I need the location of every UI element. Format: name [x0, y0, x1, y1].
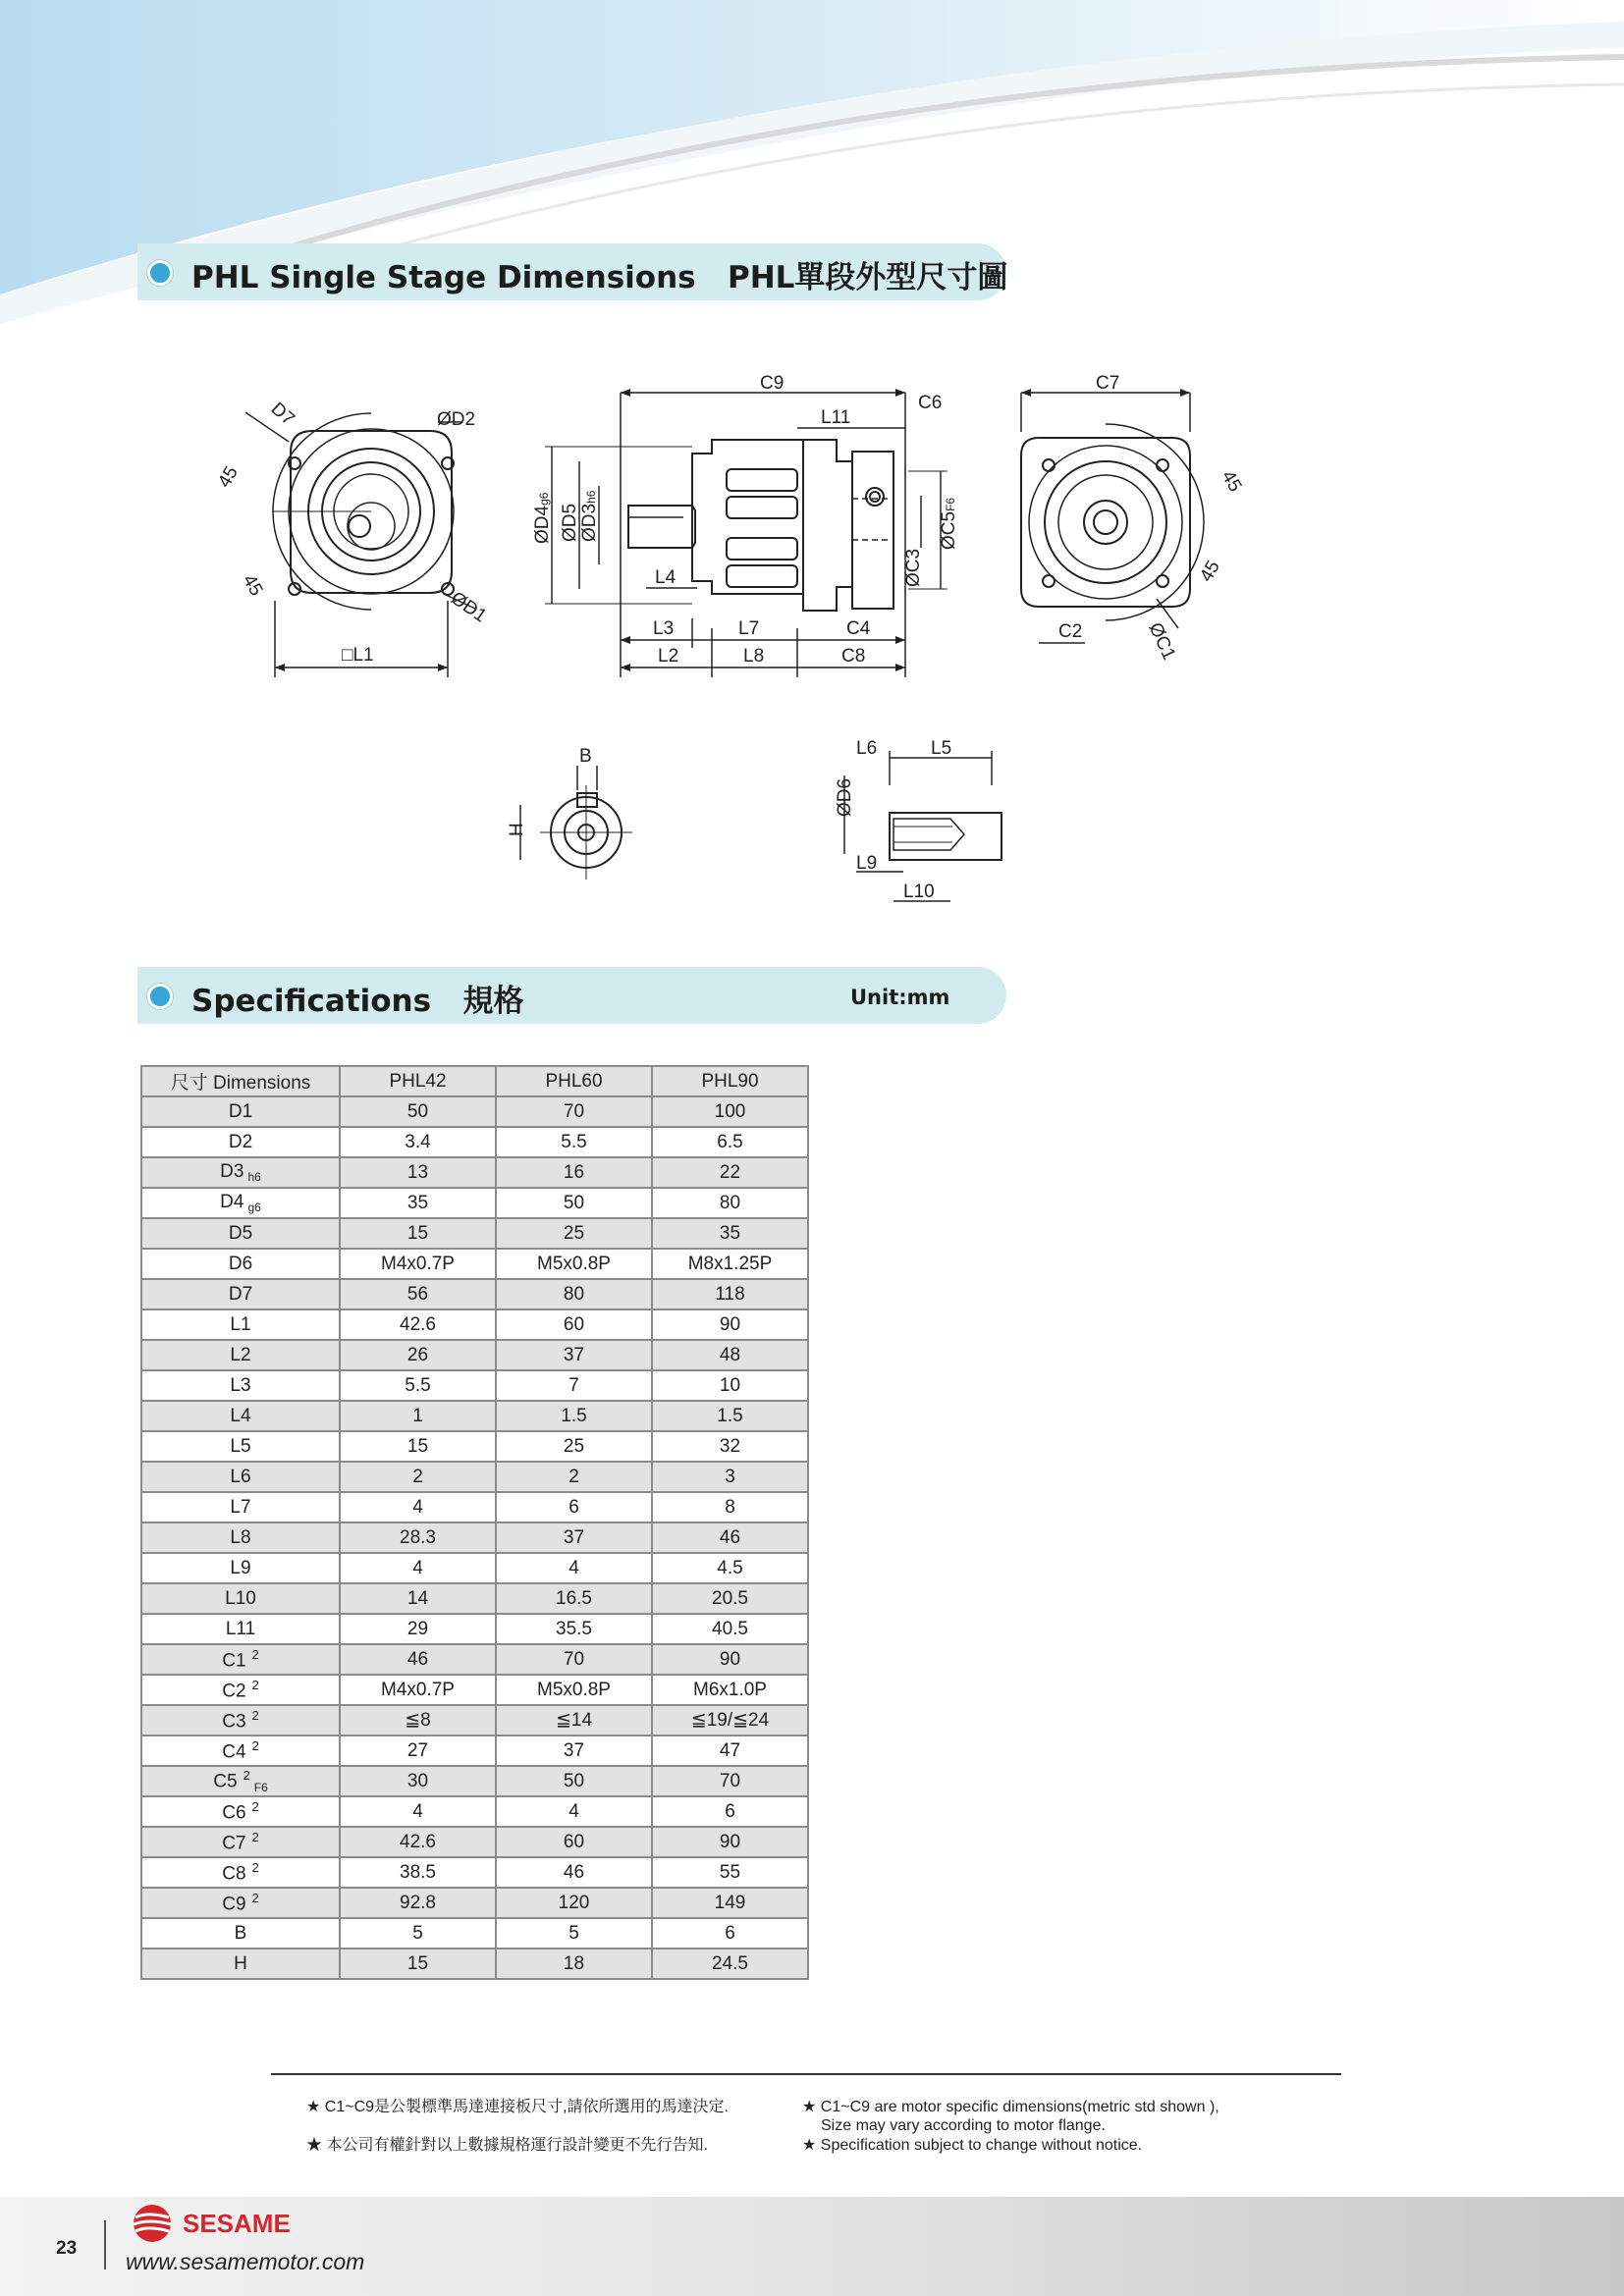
- value-cell: 35.5: [496, 1614, 652, 1644]
- table-row: [141, 1279, 808, 1309]
- value-cell: 14: [340, 1583, 496, 1614]
- label-45-d: 45: [1196, 557, 1224, 586]
- label-45-c: 45: [1217, 467, 1246, 496]
- bullet-icon: [147, 260, 173, 286]
- value-cell: 5: [340, 1918, 496, 1949]
- section-title-specifications: Specifications 規格: [191, 984, 524, 1019]
- value-cell: M4x0.7P: [340, 1675, 496, 1705]
- dimension-label: L1: [141, 1309, 340, 1340]
- table-row: [141, 1462, 808, 1492]
- value-cell: 37: [496, 1340, 652, 1370]
- value-cell: 80: [496, 1279, 652, 1309]
- value-cell: 16.5: [496, 1583, 652, 1614]
- value-cell: 24.5: [652, 1949, 808, 1979]
- label-d7: D7: [266, 399, 298, 430]
- table-row: [141, 1157, 808, 1188]
- table-row: [141, 1127, 808, 1157]
- dimension-label: L5: [141, 1431, 340, 1462]
- value-cell: 48: [652, 1340, 808, 1370]
- label-c1: ØC1: [1144, 619, 1180, 664]
- value-cell: 60: [496, 1827, 652, 1857]
- value-cell: 13: [340, 1157, 496, 1188]
- value-cell: 6: [496, 1492, 652, 1522]
- label-l8: L8: [743, 646, 765, 667]
- label-l6: L6: [856, 738, 878, 759]
- value-cell: 50: [496, 1188, 652, 1218]
- dimension-label: D2: [141, 1127, 340, 1157]
- value-cell: 92.8: [340, 1888, 496, 1918]
- table-row: [141, 1431, 808, 1462]
- table-row: [141, 1249, 808, 1279]
- value-cell: 3: [652, 1462, 808, 1492]
- value-cell: 37: [496, 1522, 652, 1553]
- value-cell: 4: [340, 1492, 496, 1522]
- value-cell: 4: [496, 1553, 652, 1583]
- table-row: [141, 1675, 808, 1705]
- table-row: [141, 1705, 808, 1735]
- label-l1: □L1: [342, 645, 374, 666]
- table-row: [141, 1949, 808, 1979]
- value-cell: 25: [496, 1431, 652, 1462]
- value-cell: 4: [496, 1796, 652, 1827]
- value-cell: 47: [652, 1735, 808, 1766]
- dimension-label: L6: [141, 1462, 340, 1492]
- label-d6: ØD6: [835, 777, 855, 817]
- label-c8: C8: [841, 646, 866, 667]
- table-row: [141, 1188, 808, 1218]
- footer-divider: [104, 2220, 106, 2269]
- label-d3: ØD3h6: [579, 490, 600, 542]
- table-row: [141, 1401, 808, 1431]
- label-45-a: 45: [214, 462, 243, 492]
- table-row: [141, 1918, 808, 1949]
- drawing-labels: [0, 353, 1624, 942]
- table-row: [141, 1644, 808, 1675]
- value-cell: 22: [652, 1157, 808, 1188]
- value-cell: 38.5: [340, 1857, 496, 1888]
- value-cell: 20.5: [652, 1583, 808, 1614]
- dimension-label: C3 $^2$: [141, 1705, 340, 1735]
- value-cell: 120: [496, 1888, 652, 1918]
- dimension-label: C7 $^2$: [141, 1827, 340, 1857]
- dimension-label: C5 $^2_{F6}$: [141, 1766, 340, 1796]
- value-cell: 46: [340, 1644, 496, 1675]
- dimension-label: D5: [141, 1218, 340, 1249]
- value-cell: 3.4: [340, 1127, 496, 1157]
- value-cell: 28.3: [340, 1522, 496, 1553]
- notes-divider: [271, 2073, 1341, 2075]
- value-cell: 26: [340, 1340, 496, 1370]
- label-l10: L10: [903, 881, 935, 902]
- value-cell: 10: [652, 1370, 808, 1401]
- value-cell: ≦8: [340, 1705, 496, 1735]
- dimension-label: L9: [141, 1553, 340, 1583]
- label-l9: L9: [856, 853, 878, 874]
- dimension-label: L11: [141, 1614, 340, 1644]
- label-c6: C6: [918, 393, 943, 413]
- value-cell: 40.5: [652, 1614, 808, 1644]
- value-cell: 42.6: [340, 1309, 496, 1340]
- table-row: [141, 1583, 808, 1614]
- value-cell: 50: [496, 1766, 652, 1796]
- website-link[interactable]: www.sesamemotor.com: [126, 2249, 365, 2274]
- header-phl42: PHL42: [340, 1066, 496, 1096]
- label-c5: ØC5F6: [939, 497, 959, 550]
- value-cell: 46: [496, 1857, 652, 1888]
- table-row: [141, 1827, 808, 1857]
- value-cell: 29: [340, 1614, 496, 1644]
- value-cell: 55: [652, 1857, 808, 1888]
- dimension-label: B: [141, 1918, 340, 1949]
- value-cell: 60: [496, 1309, 652, 1340]
- value-cell: M8x1.25P: [652, 1249, 808, 1279]
- label-d2: ØD2: [437, 409, 476, 430]
- note-en-1: ★ C1~C9 are motor specific dimensions(metric std shown ),: [802, 2099, 1219, 2115]
- label-c9: C9: [760, 373, 785, 394]
- table-row: [141, 1766, 808, 1796]
- value-cell: 46: [652, 1522, 808, 1553]
- value-cell: ≦19/≦24: [652, 1705, 808, 1735]
- label-h: H: [507, 823, 527, 836]
- value-cell: 27: [340, 1735, 496, 1766]
- value-cell: 100: [652, 1096, 808, 1127]
- label-c7: C7: [1096, 373, 1120, 394]
- value-cell: 6.5: [652, 1127, 808, 1157]
- value-cell: 90: [652, 1309, 808, 1340]
- table-row: [141, 1888, 808, 1918]
- value-cell: 70: [496, 1096, 652, 1127]
- value-cell: 15: [340, 1218, 496, 1249]
- table-row: [141, 1522, 808, 1553]
- dimension-label: D4 $_{g6}$: [141, 1188, 340, 1218]
- value-cell: 37: [496, 1735, 652, 1766]
- header-phl90: PHL90: [652, 1066, 808, 1096]
- section-banner-dimensions: [137, 243, 1006, 300]
- table-row: [141, 1553, 808, 1583]
- table-row: [141, 1309, 808, 1340]
- label-d4: ØD4g6: [532, 492, 553, 544]
- label-c4: C4: [846, 618, 871, 639]
- label-l7: L7: [738, 618, 760, 639]
- value-cell: 15: [340, 1949, 496, 1979]
- bullet-icon: [147, 984, 173, 1009]
- dimension-label: C6 $^2$: [141, 1796, 340, 1827]
- value-cell: 6: [652, 1796, 808, 1827]
- label-d1: ØD1: [447, 587, 491, 627]
- dimension-label: H: [141, 1949, 340, 1979]
- table-row: [141, 1340, 808, 1370]
- dimension-label: L10: [141, 1583, 340, 1614]
- label-45-b: 45: [238, 571, 267, 600]
- value-cell: M4x0.7P: [340, 1249, 496, 1279]
- value-cell: 16: [496, 1157, 652, 1188]
- label-c3: ØC3: [903, 548, 924, 587]
- note-en-2: ★ Specification subject to change without notice.: [802, 2137, 1143, 2154]
- dimension-label: L8: [141, 1522, 340, 1553]
- value-cell: 4.5: [652, 1553, 808, 1583]
- table-row: [141, 1096, 808, 1127]
- value-cell: 4: [340, 1796, 496, 1827]
- value-cell: 4: [340, 1553, 496, 1583]
- table-row: [141, 1857, 808, 1888]
- value-cell: 2: [496, 1462, 652, 1492]
- note-en-1-cont: Size may vary according to motor flange.: [821, 2117, 1106, 2134]
- label-c2: C2: [1058, 621, 1083, 642]
- value-cell: 118: [652, 1279, 808, 1309]
- dimension-label: L2: [141, 1340, 340, 1370]
- label-l5: L5: [931, 738, 952, 759]
- value-cell: 149: [652, 1888, 808, 1918]
- value-cell: 18: [496, 1949, 652, 1979]
- spec-table: [140, 1065, 809, 1980]
- label-d5: ØD5: [560, 503, 580, 542]
- sesame-logo-icon: [130, 2201, 179, 2246]
- dimension-label: C8 $^2$: [141, 1857, 340, 1888]
- dimension-label: D3 $_{h6}$: [141, 1157, 340, 1188]
- dimension-label: D7: [141, 1279, 340, 1309]
- header-phl60: PHL60: [496, 1066, 652, 1096]
- value-cell: 25: [496, 1218, 652, 1249]
- value-cell: M6x1.0P: [652, 1675, 808, 1705]
- value-cell: 70: [496, 1644, 652, 1675]
- label-l4: L4: [655, 567, 677, 588]
- value-cell: 42.6: [340, 1827, 496, 1857]
- brand-name: SESAME: [183, 2209, 291, 2238]
- table-row: [141, 1614, 808, 1644]
- section-banner-specifications: [137, 967, 1006, 1024]
- section-title-dimensions: PHL Single Stage Dimensions PHL單段外型尺寸圖: [191, 260, 1008, 295]
- value-cell: 80: [652, 1188, 808, 1218]
- dimension-label: L4: [141, 1401, 340, 1431]
- value-cell: 30: [340, 1766, 496, 1796]
- dimension-label: C1 $^2$: [141, 1644, 340, 1675]
- value-cell: 6: [652, 1918, 808, 1949]
- value-cell: 56: [340, 1279, 496, 1309]
- value-cell: M5x0.8P: [496, 1249, 652, 1279]
- value-cell: 35: [652, 1218, 808, 1249]
- value-cell: 7: [496, 1370, 652, 1401]
- label-l3: L3: [653, 618, 675, 639]
- unit-label: Unit:mm: [850, 986, 950, 1009]
- value-cell: 1.5: [496, 1401, 652, 1431]
- label-l2: L2: [658, 646, 679, 667]
- table-row: [141, 1796, 808, 1827]
- table-row: [141, 1218, 808, 1249]
- label-l11: L11: [821, 407, 851, 428]
- value-cell: 70: [652, 1766, 808, 1796]
- dimension-label: D6: [141, 1249, 340, 1279]
- value-cell: 5.5: [496, 1127, 652, 1157]
- value-cell: M5x0.8P: [496, 1675, 652, 1705]
- header-dimensions: 尺寸 Dimensions: [141, 1066, 340, 1096]
- dimension-label: C9 $^2$: [141, 1888, 340, 1918]
- value-cell: 8: [652, 1492, 808, 1522]
- value-cell: 1: [340, 1401, 496, 1431]
- page-number: 23: [56, 2238, 78, 2259]
- value-cell: 5: [496, 1918, 652, 1949]
- table-row: [141, 1492, 808, 1522]
- note-zh-1: ★ C1~C9是公製標準馬達連接板尺寸,請依所選用的馬達決定.: [306, 2099, 729, 2115]
- table-header-row: [141, 1066, 808, 1096]
- value-cell: 90: [652, 1644, 808, 1675]
- dimension-label: D1: [141, 1096, 340, 1127]
- dimension-label: C4 $^2$: [141, 1735, 340, 1766]
- value-cell: 32: [652, 1431, 808, 1462]
- value-cell: 15: [340, 1431, 496, 1462]
- value-cell: 1.5: [652, 1401, 808, 1431]
- note-zh-2: ★ 本公司有權針對以上數據規格運行設計變更不先行告知.: [306, 2137, 708, 2154]
- table-row: [141, 1370, 808, 1401]
- value-cell: 5.5: [340, 1370, 496, 1401]
- value-cell: 35: [340, 1188, 496, 1218]
- label-b: B: [579, 746, 592, 767]
- value-cell: 90: [652, 1827, 808, 1857]
- dimension-label: L3: [141, 1370, 340, 1401]
- dimension-label: C2 $^2$: [141, 1675, 340, 1705]
- table-row: [141, 1735, 808, 1766]
- dimension-label: L7: [141, 1492, 340, 1522]
- value-cell: 50: [340, 1096, 496, 1127]
- value-cell: 2: [340, 1462, 496, 1492]
- value-cell: ≦14: [496, 1705, 652, 1735]
